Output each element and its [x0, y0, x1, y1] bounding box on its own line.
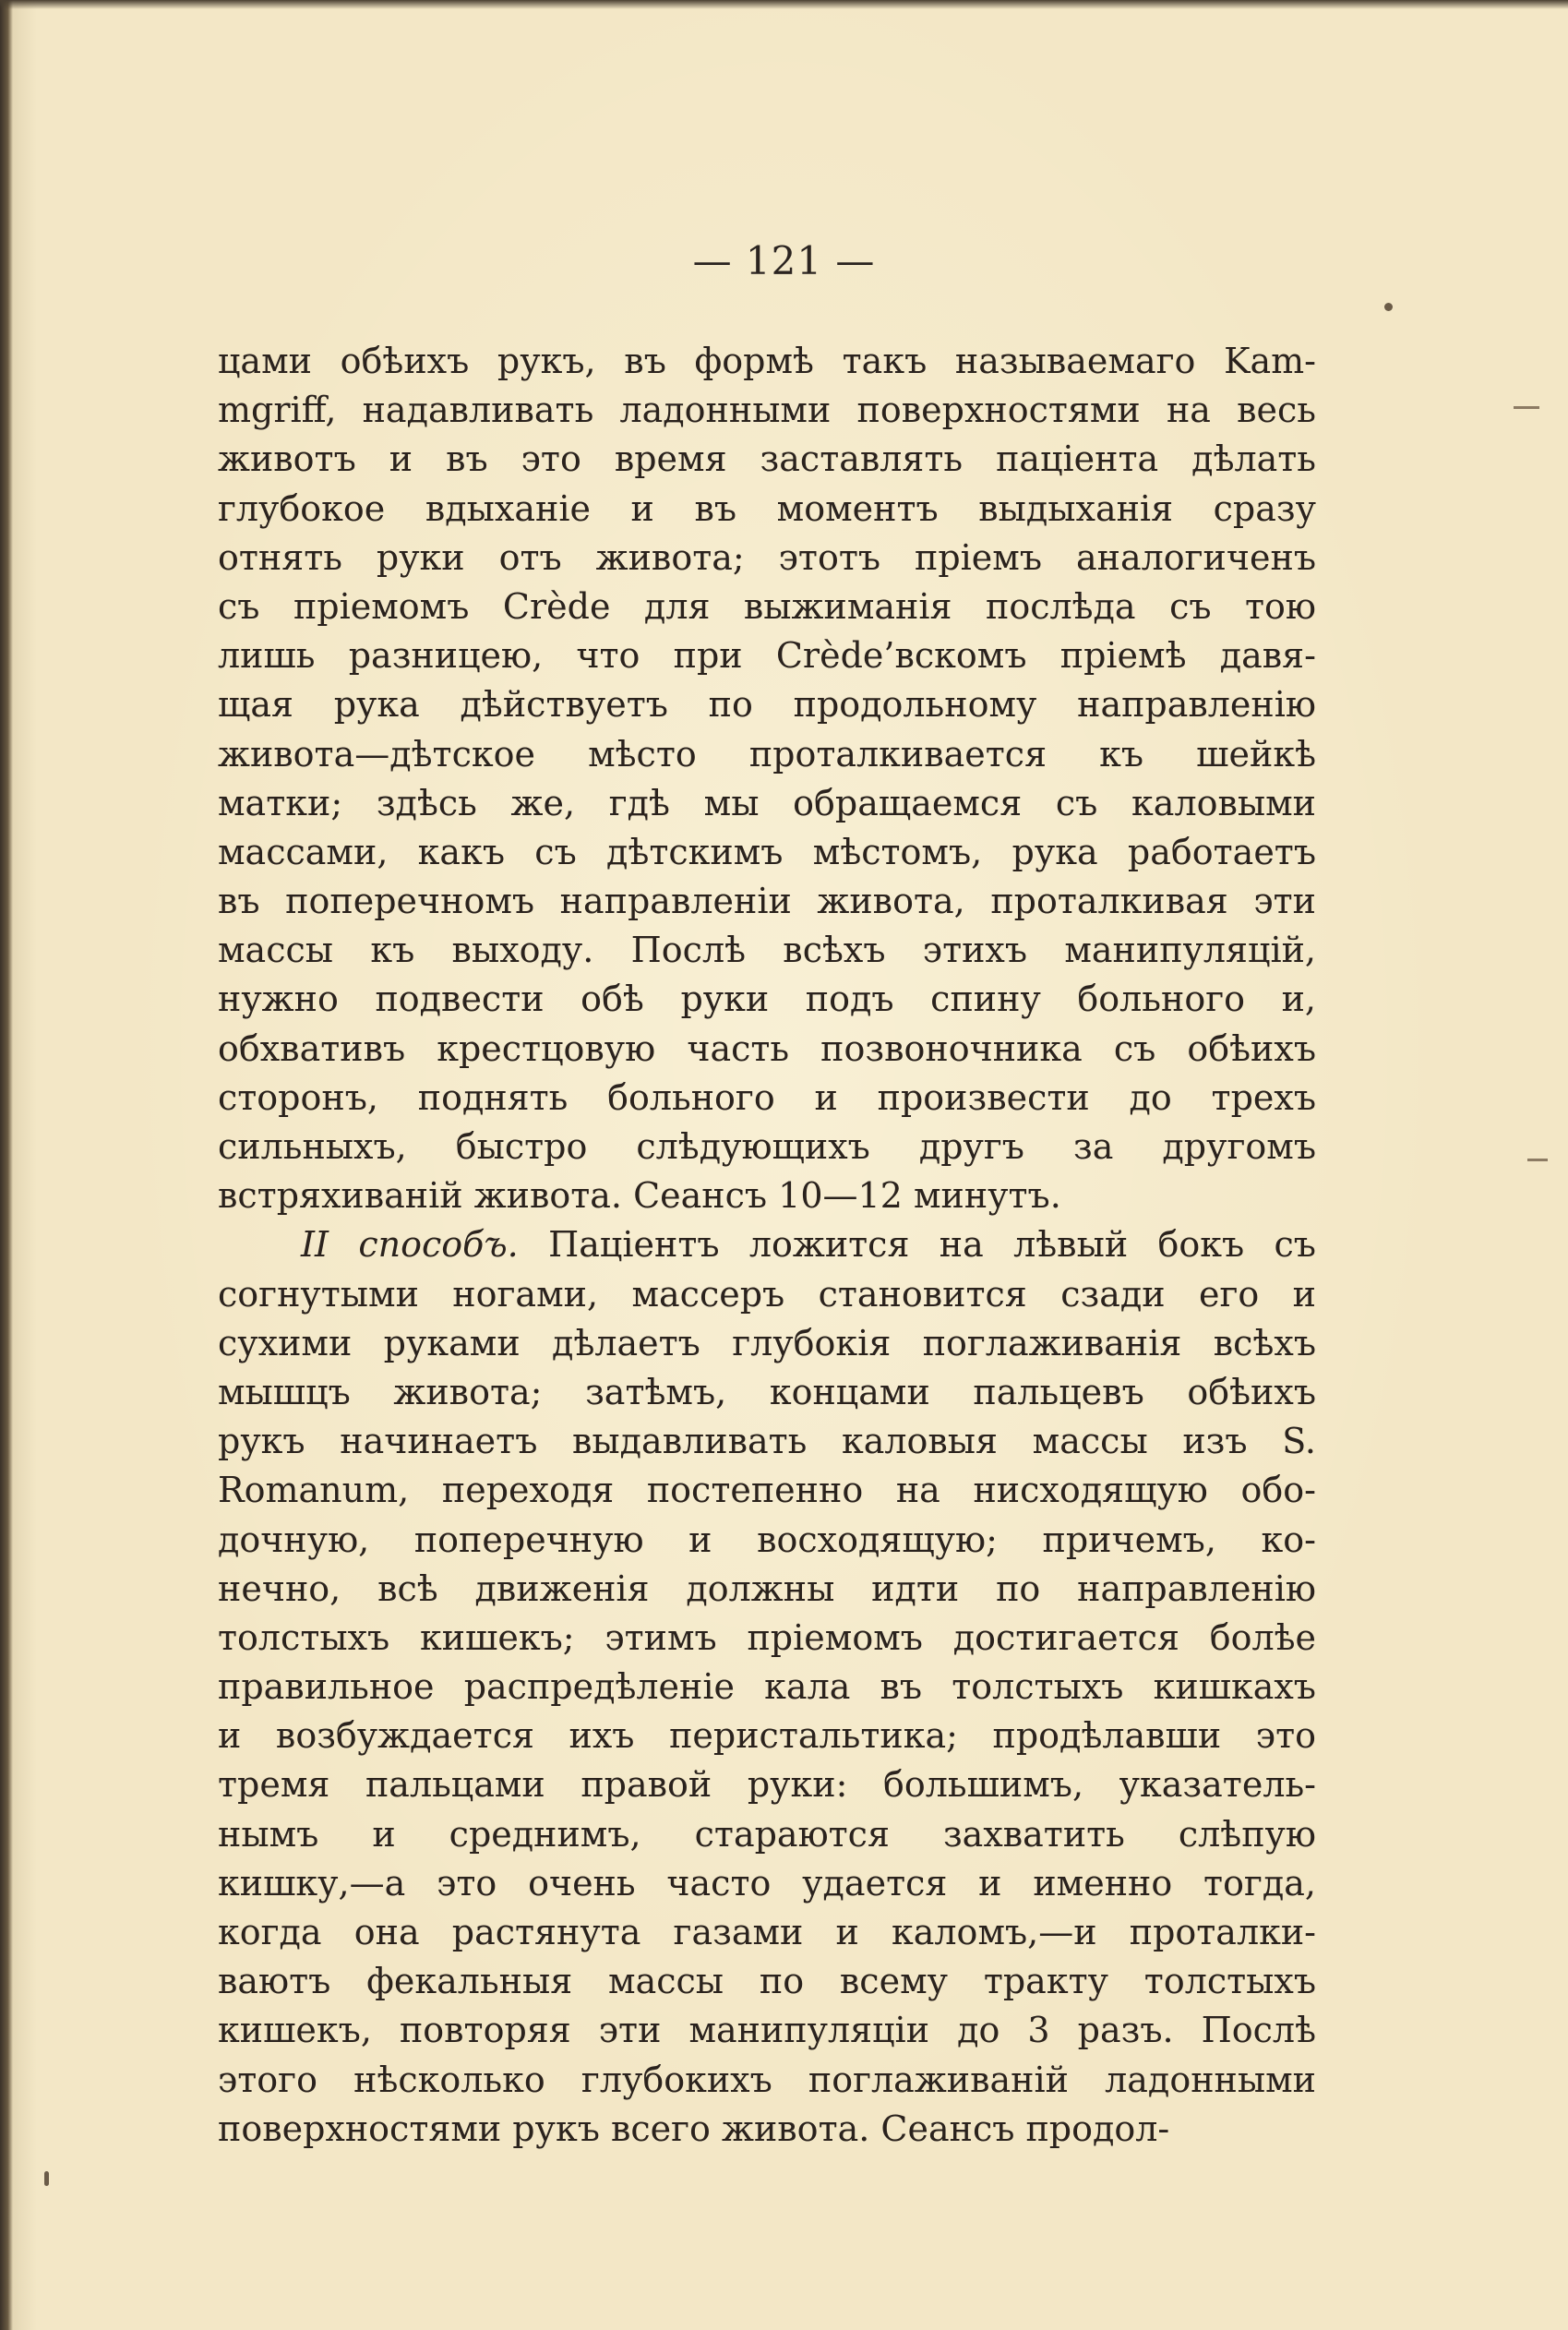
text-line: согнутыми ногами, массеръ становится сзади его и	[218, 1273, 1316, 1315]
text-segment: Паціентъ ложится на лѣвый бокъ съ	[518, 1224, 1316, 1266]
text-line: кишку,—а это очень часто удается и именно тогда,	[218, 1862, 1316, 1904]
page-number: — 121 —	[692, 238, 876, 283]
text-line: этого нѣсколько глубокихъ поглаживаній ладонными	[218, 2059, 1316, 2100]
text-line: mgriff, надавливать ладонными поверхностями на весь	[218, 390, 1316, 431]
text-line: встряхиваній живота. Сеансъ 10—12 минутъ.	[218, 1175, 1061, 1217]
text-line: глубокое вдыханіе и въ моментъ выдыханія сразу	[218, 487, 1316, 529]
book-spine	[0, 0, 13, 2330]
text-line: мышцъ живота; затѣмъ, концами пальцевъ обѣихъ	[218, 1371, 1316, 1412]
text-line: когда она растянута газами и каломъ,—и проталки-	[218, 1912, 1316, 1952]
text-line: тремя пальцами правой руки: большимъ, указатель-	[218, 1764, 1316, 1806]
text-line: цами обѣихъ рукъ, въ формѣ такъ называемаго Kam-	[218, 341, 1316, 381]
body-text	[218, 337, 1316, 2154]
text-line: нужно подвести обѣ руки подъ спину больного и,	[218, 979, 1316, 1020]
text-line: лишь разницею, что при Crède’вскомъ пріемѣ давя-	[218, 635, 1316, 677]
text-line: нечно, всѣ движенія должны идти по направленію	[218, 1567, 1316, 1609]
paper-speck	[1384, 303, 1393, 311]
text-line: массы къ выходу. Послѣ всѣхъ этихъ манипуляцій,	[218, 930, 1316, 971]
text-line: ваютъ фекальныя массы по всему тракту толстыхъ	[218, 1961, 1316, 2002]
paper-speck	[44, 2171, 49, 2186]
paragraph-start-line	[218, 1220, 1316, 1269]
text-line: кишекъ, повторяя эти манипуляціи до 3 разъ. Послѣ	[218, 2010, 1316, 2051]
text-line: щая рука дѣйствуетъ по продольному направленію	[218, 684, 1316, 726]
text-line: сухими руками дѣлаетъ глубокія поглаживанія всѣхъ	[218, 1322, 1316, 1363]
text-line: правильное распредѣленіе кала въ толстыхъ кишкахъ	[218, 1666, 1316, 1708]
text-line: обхвативъ крестцовую часть позвоночника съ обѣихъ	[218, 1027, 1316, 1069]
text-line: матки; здѣсь же, гдѣ мы обращаемся съ каловыми	[218, 782, 1316, 823]
text-line: дочную, поперечную и восходящую; причемъ, ко-	[218, 1519, 1316, 1560]
method-heading: II способъ.	[301, 1224, 519, 1266]
text-line: сторонъ, поднять больного и произвести до трехъ	[218, 1076, 1316, 1118]
text-line: и возбуждается ихъ перистальтика; продѣлавши это	[218, 1715, 1316, 1757]
text-line: массами, какъ съ дѣтскимъ мѣстомъ, рука работаетъ	[218, 831, 1316, 872]
text-line: въ поперечномъ направленіи живота, проталкивая эти	[218, 881, 1316, 922]
text-line: отнять руки отъ живота; этотъ пріемъ аналогиченъ	[218, 536, 1316, 578]
text-line: толстыхъ кишекъ; этимъ пріемомъ достигается болѣе	[218, 1616, 1316, 1658]
paper-mark	[1514, 406, 1539, 409]
text-line: животъ и въ это время заставлять паціента дѣлать	[218, 438, 1316, 480]
page-top-edge	[0, 0, 1568, 9]
text-line: Romanum, переходя постепенно на нисходящую обо-	[218, 1470, 1316, 1511]
text-line: нымъ и среднимъ, стараются захватить слѣпую	[218, 1813, 1316, 1855]
text-line: живота—дѣтское мѣсто проталкивается къ шейкѣ	[218, 733, 1316, 775]
text-line: поверхностями рукъ всего живота. Сеансъ продол-	[218, 2108, 1170, 2149]
paper-mark	[1527, 1159, 1548, 1161]
text-line: рукъ начинаетъ выдавливать каловыя массы изъ S.	[218, 1421, 1316, 1462]
text-line: сильныхъ, быстро слѣдующихъ другъ за другомъ	[218, 1126, 1316, 1167]
text-line: съ пріемомъ Crède для выжиманія послѣда съ тою	[218, 585, 1316, 627]
